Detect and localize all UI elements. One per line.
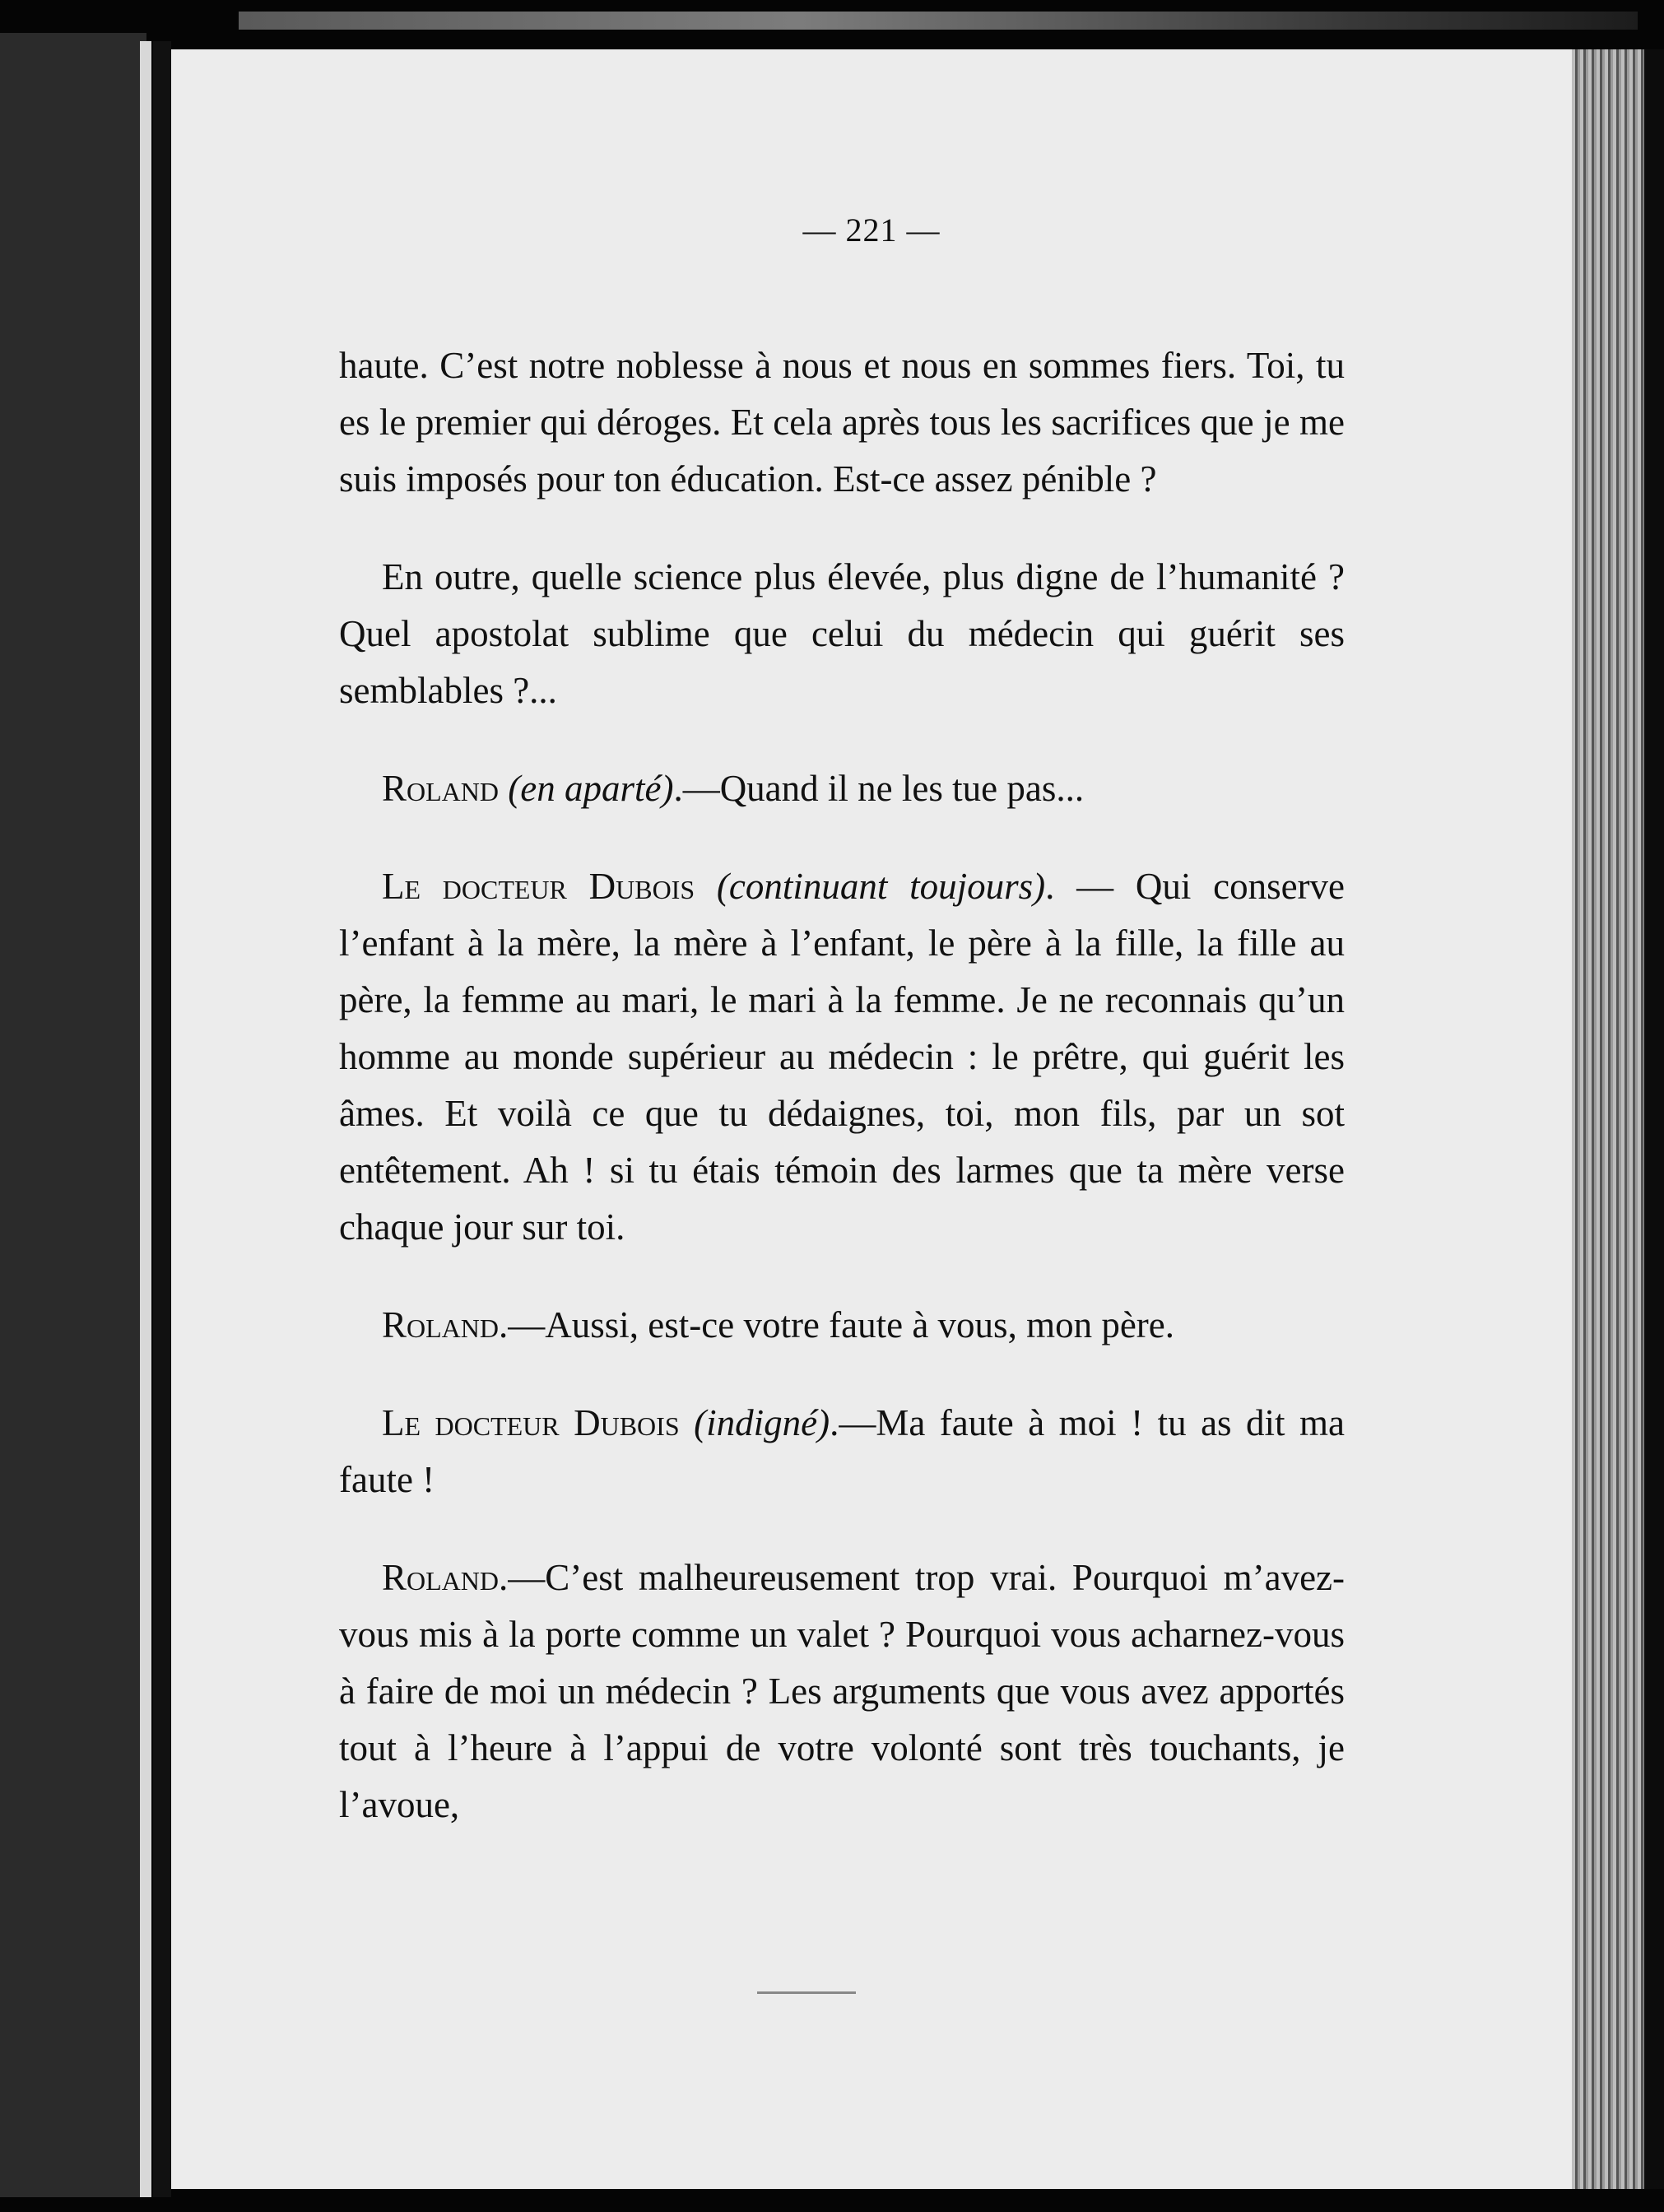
bottom-rule xyxy=(757,1991,856,1994)
speaker-name: Roland xyxy=(382,1304,499,1345)
dialogue-roland-2 xyxy=(339,1297,1345,1354)
dialogue-text: .—Ma faute à moi ! tu as dit ma faute ! xyxy=(339,1402,1345,1500)
paragraph-text: haute. C’est notre noblesse à nous et nous en sommes fiers. Toi, tu es le premier qui déroges. Et cela après tous les sacrifices que je me suis imposés pour ton éducation. Est-ce assez pénible ? xyxy=(339,345,1345,500)
right-page-edges xyxy=(1572,49,1644,2189)
page-body xyxy=(339,337,1345,1875)
dialogue-roland-1 xyxy=(339,760,1345,817)
stage-direction: (indigné) xyxy=(694,1402,830,1443)
page-number: — 221 — xyxy=(802,211,941,249)
speaker-name: Roland xyxy=(382,768,499,809)
dialogue-dubois-2 xyxy=(339,1395,1345,1508)
stage-direction: (continuant toujours) xyxy=(716,866,1046,907)
left-page-edge xyxy=(0,33,146,2197)
paragraph-text: En outre, quelle science plus élevée, plus digne de l’humanité ? Quel apostolat sublime que celui du médecin qui guérit ses semblables ?... xyxy=(339,556,1345,711)
stage-direction: (en aparté) xyxy=(508,768,674,809)
paragraph-2 xyxy=(339,549,1345,719)
dialogue-text: .—Aussi, est-ce votre faute à vous, mon père. xyxy=(499,1304,1175,1345)
book-gutter xyxy=(153,41,171,2197)
paragraph-1 xyxy=(339,337,1345,508)
dialogue-dubois-1 xyxy=(339,858,1345,1256)
speaker-name: Roland xyxy=(382,1557,499,1598)
scan-top-edge xyxy=(239,12,1638,30)
dialogue-roland-3 xyxy=(339,1550,1345,1833)
dialogue-text: . — Qui conserve l’enfant à la mère, la mère à l’enfant, le père à la fille, la fille au père, la femme au mari, le mari à la femme. Je ne reconnais qu’un homme au monde supérieur au médecin : le prêtre, qui guérit les âmes. Et voilà ce que tu dédaignes, toi, mon fils, par un sot entêtement. Ah ! si tu étais témoin des larmes que ta mère verse chaque jour sur toi. xyxy=(339,866,1346,1248)
right-border xyxy=(1644,49,1664,2189)
dialogue-text: .—C’est malheureusement trop vrai. Pourquoi m’avez-vous mis à la porte comme un valet ? Pourquoi vous acharnez-vous à faire de moi un médecin ? Les arguments que vous avez apportés tout à l’heure à l’appui de votre volonté sont très touchants, je l’avoue, xyxy=(339,1557,1345,1825)
speaker-name: Le docteur Dubois xyxy=(382,1402,680,1443)
speaker-name: Le docteur Dubois xyxy=(382,866,695,907)
dialogue-text: .—Quand il ne les tue pas... xyxy=(673,768,1085,809)
left-page-margin xyxy=(140,41,151,2197)
